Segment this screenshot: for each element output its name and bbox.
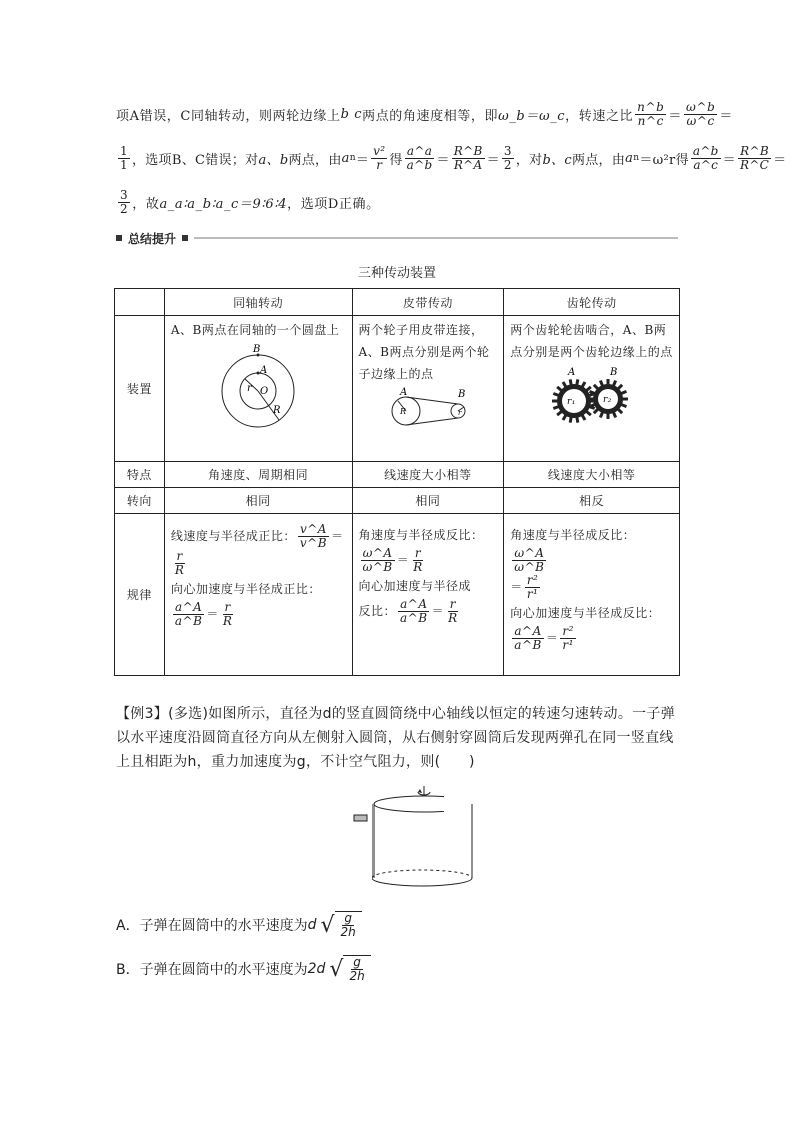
cell-coaxial-device (164, 316, 352, 462)
summary-header (116, 230, 678, 246)
gear-mesh-diagram (542, 363, 642, 431)
cylinder-body (372, 804, 474, 888)
divider (194, 237, 678, 239)
gear-tooth (570, 417, 571, 423)
row-label-feature: 特点 (115, 462, 165, 488)
row-label-device: 装置 (115, 316, 165, 462)
option-b[interactable]: B．子弹在圆筒中的水平速度为 2d √ $\frac{g}{2h}$ (116, 952, 371, 986)
fraction: $\frac{\omega\^{}b}{\omega\^{}c}$ (686, 99, 716, 128)
cell-belt-direction: 相同 (352, 488, 504, 514)
gear-tooth (582, 415, 585, 420)
cell-belt-device (352, 316, 504, 462)
gear-tooth (576, 417, 577, 423)
cell-coaxial-rule: 线速度与半径成正比： $\frac{v\^{}A}{v\^{}B}$ ＝ $\frac{r}{R}$ 向心加速度与半径成正比： $\frac{a\^{}A}{a\^{}B}$ ＝ $\frac{r}{R}$ (164, 514, 352, 676)
fraction: $\frac{n\^{}b}{n\^{}c}$ (637, 99, 665, 128)
gear-tooth (589, 391, 595, 393)
bullet-square-icon (182, 235, 188, 241)
gear-tooth (593, 385, 597, 389)
text: ，转速之比 (565, 108, 634, 124)
svg-text:R: R (273, 405, 282, 416)
svg-text:r₁: r₁ (566, 397, 576, 407)
option-a[interactable]: A．子弹在圆筒中的水平速度为 d √ $\frac{g}{2h}$ (116, 908, 362, 942)
fraction: $\frac{R\^{}B}{R\^{}A}$ (453, 143, 483, 172)
gear-tooth (589, 404, 595, 406)
gear-tooth (576, 379, 577, 385)
row-label-direction: 转向 (115, 488, 165, 514)
belt-pulley-diagram (378, 385, 478, 431)
solution-line-3: $\frac{3}{2}$ ，故 a_a∶a_b∶a_c＝9∶6∶4 ，选项D正确。 (120, 187, 380, 216)
text: 项A错误 (116, 108, 167, 124)
summary-title: 总结提升 (128, 231, 177, 246)
fraction: $\frac{R\^{}B}{R\^{}C}$ (739, 143, 770, 172)
coaxial-disk-diagram (203, 341, 313, 429)
header-gear: 齿轮传动 (504, 289, 680, 316)
cell-gear-direction: 相反 (504, 488, 680, 514)
gear-tooth (582, 382, 585, 387)
solution-line-1: 项A错误 ， C同轴转动，则两轮边缘上 b c 两点的角速度相等，即 ω_b＝ω_c ，转速之比 $\frac{n\^{}b}{n\^{}c}$ ＝ $\frac{\omega\^{}b}{\omega\^{}c}$ ＝ (116, 99, 733, 128)
table-corner (115, 289, 165, 316)
gear-tooth (557, 387, 562, 391)
gear-tooth (618, 409, 622, 413)
gear-tooth (563, 382, 566, 387)
cell-gear-device (504, 316, 680, 462)
cell-coaxial-direction: 相同 (164, 488, 352, 514)
header-belt: 皮带传动 (352, 289, 504, 316)
fraction: $\frac{1}{1}$ (120, 143, 128, 172)
transmission-table (114, 288, 680, 676)
gear-tooth (618, 385, 622, 389)
svg-text:A: A (260, 365, 268, 376)
gear-tooth (621, 391, 627, 393)
svg-text:O: O (260, 386, 269, 397)
text: 两点的角速度相等，即 (362, 108, 499, 124)
gear-tooth (613, 412, 615, 418)
text: C同轴转动，则两轮边缘上 (180, 108, 341, 124)
formula: ω_b＝ω_c (498, 108, 566, 124)
svg-text:r: r (247, 383, 253, 394)
gear-tooth (593, 409, 597, 413)
sqrt-expression: √ $\frac{g}{2h}$ (329, 955, 370, 983)
fraction: $\frac{3}{2}$ (503, 143, 512, 172)
svg-text:B: B (457, 389, 466, 400)
gear-tooth (586, 411, 591, 415)
cell-text: 两个齿轮轮齿啮合，A、B两点分别是两个齿轮边缘上的点 (510, 323, 673, 359)
example-type: (多选) (168, 706, 209, 722)
fraction: $\frac{\text{v²}}{r}$ (373, 143, 386, 172)
example-question (116, 702, 681, 774)
example-text: 如图所示，直径为d的竖直圆筒绕中心轴线以恒定的转速匀速转动。一子弹以水平速度沿圆筒直径方向从左侧射入圆筒，从右侧射穿圆筒后发现两弹孔在同一竖直线上且相距为h，重力加速度为g，不计空气阻力，则( ) (116, 706, 676, 770)
cell-gear-rule: 角速度与半径成反比： $\frac{\omega\^{}A}{\omega\^{}B}$ ＝ $\frac{\text{r²}}{\text{r¹}}$ 向心加速度与半径成反比： $\frac{a\^{}A}{a\^{}B}$ ＝ $\frac{\text{r²}}{\text{r¹}}$ (504, 514, 680, 676)
gear-tooth (553, 393, 559, 395)
row-label-rule: 规律 (115, 514, 165, 676)
table-title: 三种传动装置 (357, 266, 436, 281)
cell-belt-feature: 线速度大小相等 (352, 462, 504, 488)
svg-text:R: R (399, 407, 407, 416)
gear-tooth (600, 412, 602, 418)
text: b c (340, 106, 363, 122)
cell-text: A、B两点在同轴的一个圆盘上 (170, 323, 340, 337)
cell-belt-rule: 角速度与半径成反比： $\frac{\omega\^{}A}{\omega\^{}B}$ ＝ $\frac{r}{R}$ 向心加速度与半径成 反比： $\frac{a\^{}A}{a\^{}B}$ ＝ $\frac{r}{R}$ (352, 514, 504, 676)
svg-text:r₂: r₂ (602, 395, 612, 405)
svg-text:B: B (609, 367, 618, 378)
cell-coaxial-feature: 角速度、周期相同 (164, 462, 352, 488)
svg-text:r: r (457, 409, 462, 417)
cell-gear-feature: 线速度大小相等 (504, 462, 680, 488)
gear-tooth (621, 404, 627, 406)
svg-text:A: A (399, 387, 408, 398)
fraction: $\frac{a\^{}b}{a\^{}c}$ (692, 143, 719, 172)
fraction: $\frac{a\^{}a}{a\^{}b}$ (406, 143, 433, 172)
gear-tooth (613, 381, 615, 387)
gear-tooth (557, 411, 562, 415)
sqrt-expression: √ $\frac{g}{2h}$ (320, 911, 361, 939)
header-coaxial: 同轴转动 (164, 289, 352, 316)
example-tag: 【例3】 (116, 706, 169, 722)
gear-tooth (563, 415, 566, 420)
gear-tooth (553, 406, 559, 408)
cell-text: 两个轮子用皮带连接，A、B两点分别是两个轮子边缘上的点 (358, 323, 490, 381)
gear-tooth (600, 381, 602, 387)
svg-text:A: A (567, 367, 576, 378)
bullet-square-icon (116, 235, 122, 241)
fraction: $\frac{3}{2}$ (120, 187, 129, 216)
solution-line-2: $\frac{1}{1}$ ，选项B、C错误 ； 对 a、b 两点，由 a n ＝ $\frac{\text{v²}}{r}$ 得 $\frac{a\^{}a}{a\^{}b}$ ＝ $\frac{R\^{}B}{R\^{}A}$ ＝ $\frac{3}{2}$ ，对 b、c 两点，由 a n ＝ω²r 得 $\frac{a\^{}b}{a\^{}c}$ ＝ $\frac{R\^{}B}{R\^{}C}$ ＝ (120, 143, 787, 172)
svg-text:B: B (253, 344, 262, 355)
gear-tooth (570, 379, 571, 385)
